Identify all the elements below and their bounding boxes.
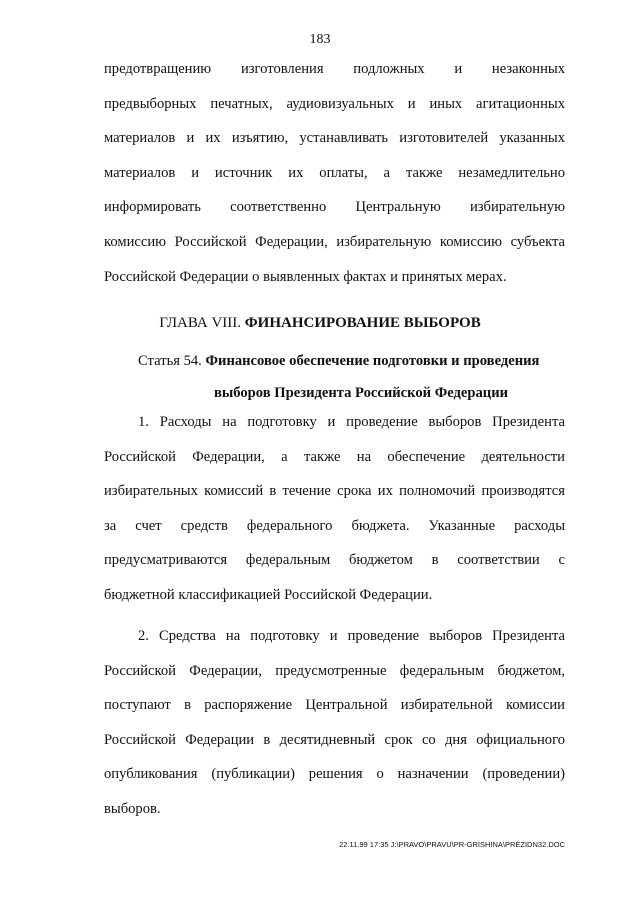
text-line: выборов. bbox=[104, 800, 161, 817]
text-line: комиссию Российской Федерации, избирательную комиссию субъекта bbox=[104, 233, 565, 250]
article-title-line1: Финансовое обеспечение подготовки и проведения bbox=[205, 353, 540, 369]
text-line: поступают в распоряжение Центральной избирательной комиссии bbox=[104, 697, 565, 714]
text-line: Российской Федерации в десятидневный срок со дня официального bbox=[104, 731, 565, 748]
paragraph-1 bbox=[104, 405, 565, 613]
article-heading bbox=[104, 345, 565, 409]
text-line: предусматриваются федеральным бюджетом в соответствии с bbox=[104, 552, 565, 569]
file-path-footer: 22.11.99 17:35 J:\PRAVO\PRAVU\PR-GRISHINA\PREZIDN32.DOC bbox=[339, 840, 565, 849]
text-line: за счет средств федерального бюджета. Указанные расходы bbox=[104, 517, 565, 534]
text-line: 1. Расходы на подготовку и проведение выборов Президента bbox=[138, 414, 565, 430]
text-line: Российской Федерации о выявленных фактах и принятых мерах. bbox=[104, 268, 507, 285]
text-line: предотвращению изготовления подложных и незаконных bbox=[104, 61, 565, 77]
text-line: опубликования (публикации) решения о назначении (проведении) bbox=[104, 766, 565, 783]
text-line: материалов и источник их оплаты, а также незамедлительно bbox=[104, 164, 565, 181]
page-number: 183 bbox=[309, 32, 331, 47]
chapter-label: ГЛАВА VIII. bbox=[159, 315, 242, 331]
chapter-title: ФИНАНСИРОВАНИЕ ВЫБОРОВ bbox=[244, 315, 481, 331]
article-heading-line bbox=[104, 345, 565, 377]
article-label: Статья 54. bbox=[138, 353, 202, 369]
text-line: бюджетной классификацией Российской Федерации. bbox=[104, 586, 433, 603]
text-line: информировать соответственно Центральную избирательную bbox=[104, 199, 565, 216]
text-line: Российской Федерации, а также на обеспечение деятельности bbox=[104, 448, 565, 465]
text-line: Российской Федерации, предусмотренные федеральным бюджетом, bbox=[104, 662, 565, 679]
article-title-line2: выборов Президента Российской Федерации bbox=[214, 385, 509, 401]
text-line: избирательных комиссий в течение срока их полномочий производятся bbox=[104, 483, 565, 500]
paragraph-2 bbox=[104, 619, 565, 827]
text-line: материалов и их изъятию, устанавливать изготовителей указанных bbox=[104, 130, 565, 147]
intro-paragraph bbox=[104, 52, 565, 294]
chapter-heading bbox=[0, 308, 640, 338]
text-line: предвыборных печатных, аудиовизуальных и иных агитационных bbox=[104, 95, 565, 112]
text-line: 2. Средства на подготовку и проведение выборов Президента bbox=[138, 628, 565, 644]
